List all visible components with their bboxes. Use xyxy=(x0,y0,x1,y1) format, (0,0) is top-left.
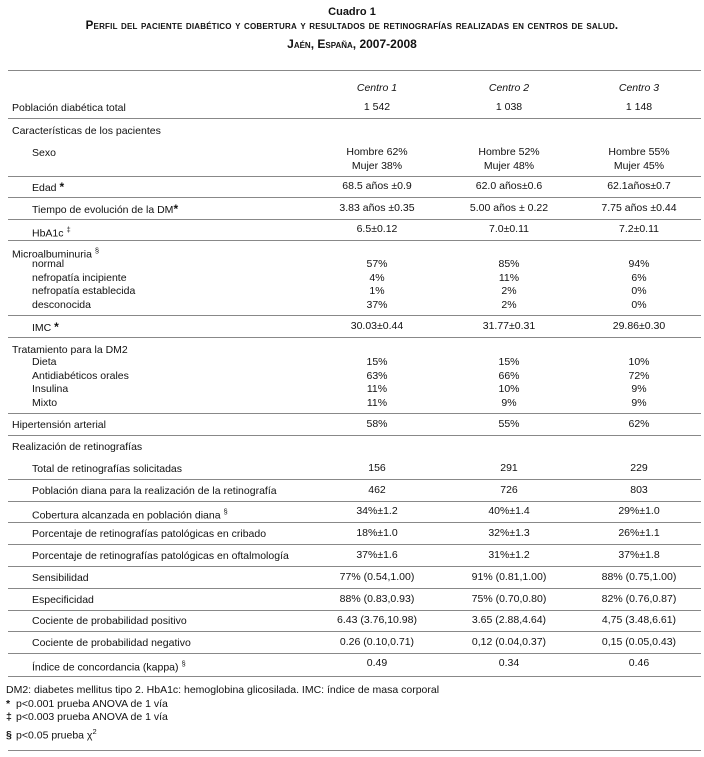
divider xyxy=(8,653,701,654)
row-label: Tiempo de evolución de la DM* xyxy=(32,202,179,216)
cell: Hombre 52% Mujer 48% xyxy=(478,146,540,172)
column-header: Centro 2 xyxy=(488,82,530,94)
cell: 291 xyxy=(500,462,518,474)
row-label: Cociente de probabilidad negativo xyxy=(32,637,191,649)
cell: 6.5±0.12 xyxy=(356,223,398,235)
cell: 29.86±0.30 xyxy=(612,320,666,332)
row-label: Población diana para la realización de la retinografía xyxy=(32,485,277,497)
row-label: Población diabética total xyxy=(12,102,126,114)
cell: 58% xyxy=(366,418,388,430)
divider xyxy=(8,631,701,632)
cell: 37%±1.8 xyxy=(618,549,660,561)
divider xyxy=(8,219,701,220)
cell: 75% (0.70,0.80) xyxy=(471,593,547,605)
table-row-group xyxy=(0,258,704,314)
cell: 40%±1.4 xyxy=(488,505,530,517)
row-label: Porcentaje de retinografías patológicas en oftalmología xyxy=(32,550,289,562)
cell: 37%±1.6 xyxy=(356,549,398,561)
cell: 6.43 (3.76,10.98) xyxy=(337,614,417,626)
divider xyxy=(8,70,701,71)
cell: 85% 11% 2% 2% xyxy=(498,258,520,311)
cell: 1 038 xyxy=(495,101,523,113)
cell: 156 xyxy=(368,462,386,474)
footnote: * p<0.001 prueba ANOVA de 1 vía xyxy=(6,697,168,710)
cell: 726 xyxy=(500,484,518,496)
cell: 15% 63% 11% 11% xyxy=(366,356,388,409)
row-label: Sexo xyxy=(32,147,56,159)
cell: 7.75 años ±0.44 xyxy=(601,202,677,214)
footnotes xyxy=(6,684,439,743)
cell: 15% 66% 10% 9% xyxy=(498,356,520,409)
table-place: Jaén, España, 2007-2008 xyxy=(287,37,417,51)
cell: 0.46 xyxy=(628,657,650,669)
cell: 1 148 xyxy=(625,101,653,113)
column-header: Centro 1 xyxy=(356,82,398,94)
row-label-list: Dieta Antidiabéticos orales Insulina Mixto xyxy=(32,356,129,409)
cell: 30.03±0.44 xyxy=(350,320,404,332)
divider xyxy=(8,435,701,436)
divider xyxy=(8,479,701,480)
cell: 68.5 años ±0.9 xyxy=(342,180,412,192)
cell: 0.49 xyxy=(366,657,388,669)
row-label: Hipertensión arterial xyxy=(12,419,106,431)
row-label: IMC * xyxy=(32,320,59,334)
row-label: Especificidad xyxy=(32,594,94,606)
section-label: Tratamiento para la DM2 xyxy=(12,344,128,356)
cell: 462 xyxy=(368,484,386,496)
cell: 29%±1.0 xyxy=(618,505,660,517)
divider xyxy=(8,240,701,241)
column-header: Centro 3 xyxy=(618,82,660,94)
divider xyxy=(8,337,701,338)
section-label: Características de los pacientes xyxy=(12,125,161,137)
cell: 3.83 años ±0.35 xyxy=(339,202,415,214)
cell: 31.77±0.31 xyxy=(482,320,536,332)
cell: 26%±1.1 xyxy=(618,527,660,539)
divider xyxy=(8,544,701,545)
cell: 88% (0.83,0.93) xyxy=(339,593,415,605)
divider xyxy=(8,522,701,523)
cell: 1 542 xyxy=(363,101,391,113)
cell: 5.00 años ± 0.22 xyxy=(469,202,549,214)
divider xyxy=(8,566,701,567)
divider xyxy=(8,501,701,502)
divider xyxy=(8,118,701,119)
cell: 34%±1.2 xyxy=(356,505,398,517)
table-label: Cuadro 1 xyxy=(328,6,376,18)
cell: Hombre 55% Mujer 45% xyxy=(608,146,670,172)
divider xyxy=(8,676,701,677)
cell: 57% 4% 1% 37% xyxy=(366,258,388,311)
cell: Hombre 62% Mujer 38% xyxy=(346,146,408,172)
row-label: Porcentaje de retinografías patológicas en cribado xyxy=(32,528,267,540)
row-label: Índice de concordancia (kappa) § xyxy=(32,659,186,674)
cell: 3.65 (2.88,4.64) xyxy=(471,614,547,626)
cell: 55% xyxy=(498,418,520,430)
table-title: Perfil del paciente diabético y cobertura y resultados de retinografías realizadas en centros de salud. xyxy=(85,20,619,32)
divider xyxy=(8,315,701,316)
cell: 62% xyxy=(628,418,650,430)
row-label: Edad * xyxy=(32,180,65,194)
footnote: ‡ p<0.003 prueba ANOVA de 1 vía xyxy=(6,711,168,723)
divider xyxy=(8,750,701,751)
cell: 0.34 xyxy=(498,657,520,669)
cell: 0,12 (0.04,0.37) xyxy=(471,636,547,648)
divider xyxy=(8,413,701,414)
cell: 62.1años±0.7 xyxy=(607,180,671,192)
table-row-group xyxy=(0,356,704,412)
row-label-list: normal nefropatía incipiente nefropatía establecida desconocida xyxy=(32,258,136,311)
section-heading xyxy=(0,124,704,144)
section-label: Realización de retinografías xyxy=(12,441,143,453)
cell: 0,15 (0.05,0.43) xyxy=(601,636,677,648)
cell: 62.0 años±0.6 xyxy=(475,180,543,192)
row-label: Sensibilidad xyxy=(32,572,89,584)
footnote: § p<0.05 prueba $\chi^2$ xyxy=(6,726,97,741)
cell: 10% 72% 9% 9% xyxy=(628,356,650,409)
cell: 7.2±0.11 xyxy=(618,223,660,235)
cell: 94% 6% 0% 0% xyxy=(628,258,650,311)
divider xyxy=(8,588,701,589)
column-header-row xyxy=(0,82,704,102)
divider xyxy=(8,610,701,611)
row-label: HbA1c ‡ xyxy=(32,225,71,240)
row-label: Total de retinografías solicitadas xyxy=(32,463,182,475)
cell: 91% (0.81,1.00) xyxy=(471,571,547,583)
cell: 7.0±0.11 xyxy=(488,223,530,235)
cell: 803 xyxy=(630,484,648,496)
cell: 18%±1.0 xyxy=(356,527,398,539)
divider xyxy=(8,197,701,198)
cell: 88% (0.75,1.00) xyxy=(601,571,677,583)
cell: 4,75 (3.48,6.61) xyxy=(601,614,677,626)
cell: 31%±1.2 xyxy=(488,549,530,561)
footnote-abbreviations: DM2: diabetes mellitus tipo 2. HbA1c: hemoglobina glicosilada. IMC: índice de masa corporal xyxy=(6,684,440,696)
cell: 0.26 (0.10,0.71) xyxy=(339,636,415,648)
cell: 32%±1.3 xyxy=(488,527,530,539)
table-row xyxy=(0,657,704,677)
cell: 82% (0.76,0.87) xyxy=(601,593,677,605)
table-row xyxy=(0,146,704,174)
divider xyxy=(8,176,701,177)
row-label: Cociente de probabilidad positivo xyxy=(32,615,187,627)
section-label: Microalbuminuria § xyxy=(12,246,100,261)
section-heading xyxy=(0,440,704,460)
cell: 77% (0.54,1.00) xyxy=(339,571,415,583)
cell: 229 xyxy=(630,462,648,474)
row-label: Cobertura alcanzada en población diana § xyxy=(32,507,228,522)
